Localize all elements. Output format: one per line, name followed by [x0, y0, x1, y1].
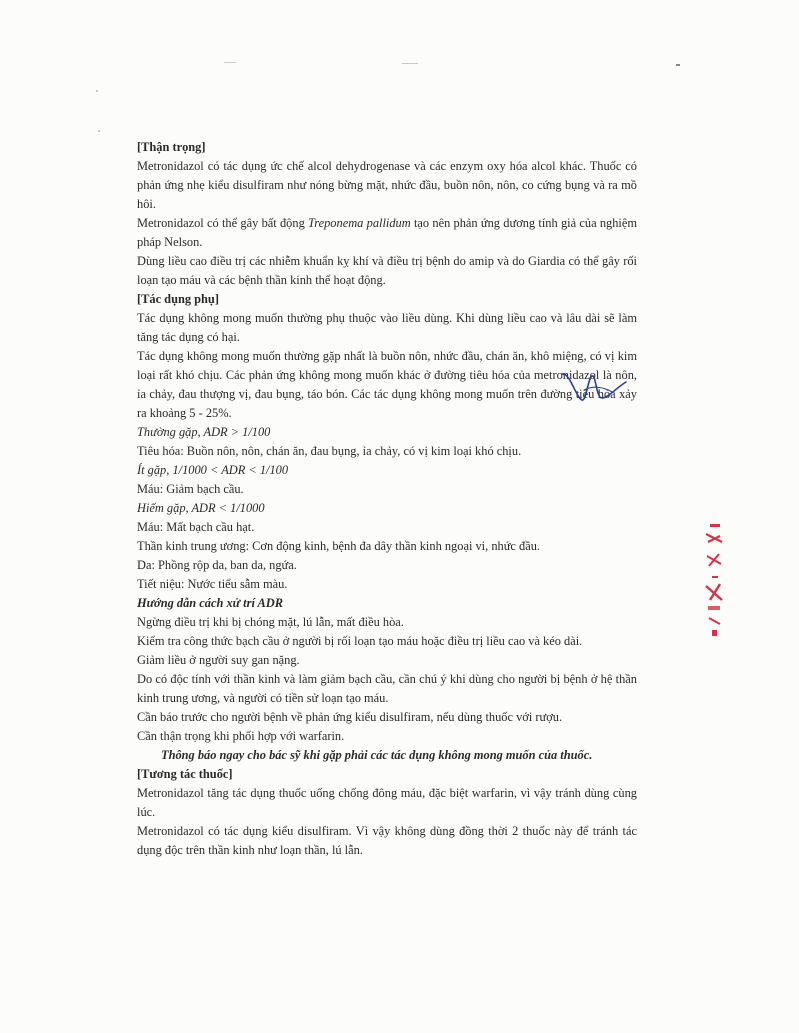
- scan-speck: [402, 63, 418, 64]
- handwritten-signature: [558, 368, 630, 408]
- section-heading-than-trong: [Thận trọng]: [137, 140, 206, 154]
- section-heading-huong-dan: Hướng dẫn cách xử trí ADR: [137, 596, 283, 610]
- guidance-line: Cần báo trước cho người bệnh về phản ứng kiểu disulfiram, nếu dùng thuốc với rượu.: [137, 710, 563, 724]
- paragraph-treponema: [137, 214, 637, 252]
- scan-speck: [224, 62, 236, 63]
- section-heading-tuong-tac: [Tương tác thuốc]: [137, 767, 233, 781]
- red-stamp-fragment: [700, 520, 728, 640]
- paragraph: Dùng liều cao điều trị các nhiễm khuẩn kỵ khí và điều trị bệnh do amip và do Giardia có thể gây rối loạn tạo máu và các bệnh thần kinh thể hoạt động.: [137, 254, 637, 287]
- stamp-mark: [707, 554, 721, 566]
- frequency-label: Thường gặp, ADR > 1/100: [137, 425, 271, 439]
- guidance-line: Cần thận trọng khi phối hợp với warfarin.: [137, 729, 345, 743]
- frequency-label: Hiếm gặp, ADR < 1/1000: [137, 501, 265, 515]
- scan-speck: [676, 64, 680, 66]
- paragraph: Metronidazol có tác dụng kiểu disulfiram. Vì vậy không dùng đồng thời 2 thuốc này để tránh tác dụng độc trên thần kinh như loạn thần, lú lẫn.: [137, 824, 637, 857]
- guidance-line: Do có độc tính với thần kinh và làm giảm bạch cầu, cần chú ý khi dùng cho người bị bệnh ở hệ thần kinh trung ương, và người có tiền sử loạn tạo máu.: [137, 672, 637, 705]
- adr-line: Tiết niệu: Nước tiểu sẫm màu.: [137, 577, 288, 591]
- text-run: tạo nên phản ứng dương tính giả của nghiệm pháp Nelson.: [137, 216, 638, 249]
- paragraph: Tác dụng không mong muốn thường phụ thuộc vào liều dùng. Khi dùng liều cao và lâu dài sẽ làm tăng tác dụng có hại.: [137, 311, 637, 344]
- guidance-line: Kiểm tra công thức bạch cầu ở người bị rối loạn tạo máu hoặc điều trị liều cao và kéo dài.: [137, 634, 583, 648]
- guidance-line: Ngừng điều trị khi bị chóng mặt, lú lẫn, mất điều hòa.: [137, 615, 404, 629]
- stamp-mark: [712, 576, 718, 578]
- italic-term: Treponema pallidum: [308, 216, 411, 230]
- frequency-label: Ít gặp, 1/1000 < ADR < 1/100: [137, 463, 289, 477]
- scan-speck: [98, 130, 100, 132]
- adr-line: Máu: Giảm bạch cầu.: [137, 482, 244, 496]
- scan-speck: [96, 90, 98, 92]
- stamp-mark: [710, 524, 720, 527]
- paragraph: Metronidazol có tác dụng ức chế alcol dehydrogenase và các enzym oxy hóa alcol khác. Thuốc có phản ứng nhẹ kiểu disulfiram như nóng bừng mặt, nhức đầu, buồn nôn, nôn, co cứng bụng và ra mồ hôi.: [137, 159, 637, 211]
- stamp-mark: [706, 534, 722, 542]
- paragraph: Metronidazol tăng tác dụng thuốc uống chống đông máu, đặc biệt warfarin, vì vậy tránh dùng cùng lúc.: [137, 786, 637, 819]
- paragraph: Tác dụng không mong muốn thường gặp nhất là buồn nôn, nhức đầu, chán ăn, khô miệng, có vị kim loại rất khó chịu. Các phản ứng không mong muốn khác ở đường tiêu hóa của metronidazol là nôn, ỉa chảy, đau thượng vị, đau bụng, táo bón. Các tác dụng không mong muốn trên đường tiêu hóa xảy ra khoảng 5 - 25%.: [137, 349, 637, 420]
- adr-line: Máu: Mất bạch cầu hạt.: [137, 520, 255, 534]
- guidance-line: Giảm liều ở người suy gan nặng.: [137, 653, 300, 667]
- stamp-mark: [709, 618, 720, 624]
- adr-line: Thần kinh trung ương: Cơn động kinh, bệnh đa dây thần kinh ngoại vi, nhức đầu.: [137, 539, 541, 553]
- document-body: [137, 138, 637, 860]
- stamp-mark: [708, 606, 720, 610]
- doctor-notice: Thông báo ngay cho bác sỹ khi gặp phải các tác dụng không mong muốn của thuốc.: [161, 748, 593, 762]
- adr-line: Da: Phồng rộp da, ban da, ngứa.: [137, 558, 297, 572]
- adr-line: Tiêu hóa: Buồn nôn, nôn, chán ăn, đau bụng, ỉa chảy, có vị kim loại khó chịu.: [137, 444, 522, 458]
- section-heading-tac-dung-phu: [Tác dụng phụ]: [137, 292, 219, 306]
- stamp-mark: [712, 630, 717, 636]
- text-run: Metronidazol có thể gây bất động: [137, 216, 309, 230]
- stamp-mark: [706, 584, 722, 600]
